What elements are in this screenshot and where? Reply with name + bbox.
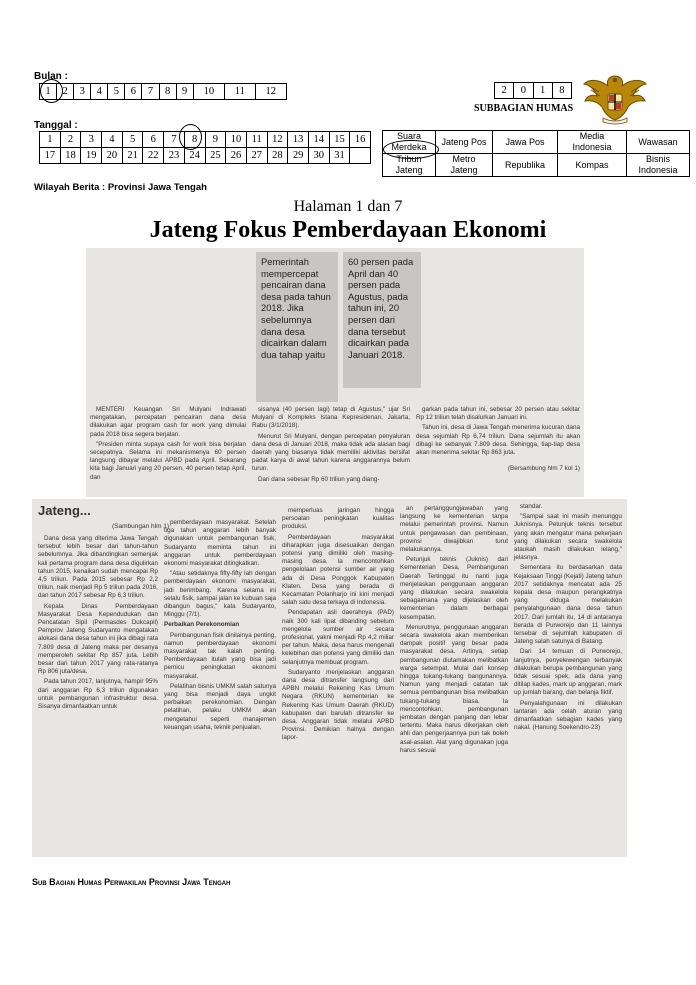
month-cell-6: 6	[125, 84, 142, 100]
date-cell-8: 8	[184, 132, 205, 148]
month-cell-12: 12	[255, 84, 286, 100]
month-cell-5: 5	[108, 84, 125, 100]
continuation-from: (Sambungan hlm 1)	[112, 523, 170, 530]
body-col1: Dana desa yang diterima Jawa Tengah tersebut lebih besar dari tahun-tahun sebelumnya. Jika dibandingkan semenjak kali pertama program dana desa digulirkan tahun 2015, kenaikan sudah mencapai Rp 4,5 triliun. Pada 2015 sebesar Rp 2,2 triliun, naik menjadi Rp 5 triliun pada 2016, dan tahun 2017 sebesar Rp 6,3 triliun. Kepala Dinas Pemberdayaan Masyarakat Desa Kependudukan dan Pencatatan Sipil (Permasdes Dukcapil) Pemprov Jateng Sudaryanto mengatakan alokasi dana desa tahun ini jika dibagi rata 7.809 desa di Jateng maka per desanya memperoleh sekitar Rp 857 juta. Lebih besar dari tahun 2017 yang rata-ratanya Rp 806 juta/desa. Pada tahun 2017, lanjutnya, hampir 95% dari anggaran Rp 6,3 triliun digunakan untuk pembangunan infrastruktur desa. Sisanya dimanfaatkan untuk	[38, 535, 158, 711]
article-clipping-bottom	[32, 499, 627, 857]
date-circle	[179, 124, 202, 150]
department-label: SUBBAGIAN HUMAS	[474, 103, 574, 114]
date-cell-1: 1	[40, 132, 61, 148]
highlight-right: 60 persen pada April dan 40 persen pada Agustus, pada tahun ini, 20 persen dari dana tersebut dicairkan pada Januari 2018.	[343, 252, 421, 388]
month-cell-7: 7	[142, 84, 159, 100]
media-cell-Tribun Jateng: Tribun Jateng	[383, 154, 436, 177]
date-cell-31: 31	[329, 148, 350, 164]
month-cell-11: 11	[225, 84, 255, 100]
month-cell-1: 1	[40, 84, 57, 100]
body-col3: memperluas jaringan hingga persoalan peningkatan kualitas produksi. Pemberdayaan masyarakat diharapkan juga disesuaikan dengan potensi yang dimiliki oleh masing-masing desa. Ia mencontohkan pengelolaan potensi sumber air yang ada di Desa Ponggok Kabupaten Klaten. Desa yang berada di Kecamatan Polanharjo ini kini menjadi salah satu desa terkaya di Indonesia. Pendapatan asli daerahnya (PAD) naik 300 kali lipat dibanding sebelum mengelola sumber air secara profesional, yakni menjadi Rp 4,2 miliar per tahun. Maka, desa harus mengenali kelebihan dan potensi yang dimiliki dan selanjutnya membuat program. Sudaryanto menjelaskan anggaran dana desa ditransfer langsung dari APBN melalui Rekening Kas Umum Negara (RKUN) kementerian ke Rekening Kas Umum Daerah (RKUD) kabupaten dan barulah ditransfer ke desa. Anggaran tidak melalui APBD Provinsi. Demikian halnya dengan lapor-	[282, 507, 394, 742]
date-cell-28: 28	[267, 148, 288, 164]
body-col2: pemberdayaan masyarakat. Setelah tiga tahun anggaran lebih banyak digunakan untuk pembangunan fisik, Sudaryanto meminta tahun ini anggaran untuk pemberdayaan ekonomi masyarakat ditingkatkan. "Atau setidaknya fifty-fifty lah dengan pemberdayaan ekonomi masyarakat, jadi berimbang. Karena selama ini selalu fisik, sampai jalan ke kubuan saja dibangun bagus," kata Sudaryanto, Minggu (7/1). Perbaikan Perekonomian Pembangunan fisik dinilainya penting, namun pemberdayaan ekonomi masyarakat tak kalah penting. Pemberdayaan itulah yang bisa jadi pemicu peningkatan ekonomi masyarakat. Pelatihan bisnis UMKM salah satunya yang bisa menjadi daya ungkit perbaikan perekonomian. Dengan pelatihan, pelaku UMKM akan mengetahui seperti manajemen keuangan usaha, teknik penjualan,	[164, 519, 276, 731]
media-cell-Metro Jateng: Metro Jateng	[436, 154, 493, 177]
bulan-label: Bulan :	[34, 71, 68, 82]
month-cell-8: 8	[159, 84, 176, 100]
date-cell-blank	[350, 148, 371, 164]
date-cell-23: 23	[164, 148, 185, 164]
highlight-left: Pemerintah mempercepat pencairan dana desa pada tahun 2018. Jika sebelumnya dana desa dicairkan dalam dua tahap yaitu	[256, 252, 338, 402]
footer-text: Sub Bagian Humas Perwakilan Provinsi Jawa Tengah	[32, 877, 231, 887]
month-cell-3: 3	[74, 84, 91, 100]
date-cell-6: 6	[143, 132, 164, 148]
date-cell-20: 20	[102, 148, 123, 164]
date-cell-7: 7	[164, 132, 185, 148]
date-cell-14: 14	[308, 132, 329, 148]
month-circle	[40, 79, 63, 103]
year-digit-2: 2	[495, 83, 514, 99]
media-cell-Republika: Republika	[493, 154, 558, 177]
date-cell-16: 16	[350, 132, 371, 148]
date-cell-3: 3	[81, 132, 102, 148]
date-cell-11: 11	[246, 132, 267, 148]
media-cell-Suara Merdeka: Suara Merdeka	[383, 131, 436, 154]
date-cell-21: 21	[122, 148, 143, 164]
month-cell-9: 9	[176, 84, 193, 100]
date-cell-15: 15	[329, 132, 350, 148]
date-cell-30: 30	[308, 148, 329, 164]
wilayah-label: Wilayah Berita : Provinsi Jawa Tengah	[34, 182, 207, 193]
date-cell-26: 26	[226, 148, 247, 164]
year-grid	[494, 82, 572, 99]
date-cell-13: 13	[288, 132, 309, 148]
page-reference: Halaman 1 dan 7	[293, 198, 403, 215]
date-cell-18: 18	[60, 148, 81, 164]
date-cell-5: 5	[122, 132, 143, 148]
date-cell-12: 12	[267, 132, 288, 148]
date-cell-27: 27	[246, 148, 267, 164]
article-clipping-top	[86, 248, 584, 497]
date-cell-22: 22	[143, 148, 164, 164]
tanggal-label: Tanggal :	[34, 120, 78, 131]
date-cell-17: 17	[40, 148, 61, 164]
year-digit-1: 1	[533, 83, 552, 99]
media-cell-Jateng Pos: Jateng Pos	[436, 131, 493, 154]
continuation-title: Jateng...	[38, 503, 91, 518]
media-circle	[383, 140, 439, 159]
year-digit-8: 8	[552, 83, 571, 99]
lead-col3: garkan pada tahun ini, sebesar 20 persen atau sekitar Rp 12 triliun telah disalurkan Januari ini. Tahun ini, desa di Jawa Tengah menerima kucuran dana desa sejumlah Rp 6,74 triliun. Dana sejumlah itu akan dibagi ke sebanyak 7.809 desa. Sehingga, tiap-tiap desa akan menerima sekitar Rp 863 juta. (Bersambung hlm 7 kol 1)	[416, 406, 580, 473]
subhead: Perbaikan Perekonomian	[164, 621, 240, 629]
lead-col1: MENTERI Keuangan Sri Mulyani Indrawati mengatakan, percepatan pencairan dana desa dilakukan agar program cash for work yang dimulai pada 2018 bisa segera berjalan. "Presiden minta supaya cash for work bisa berjalan secepatnya. Selama ini mekanismenya 60 persen langsung dibayar melalui APBD pada April. Sekarang kita bagi Januari yang 20 persen, 40 persen tetap April, dan	[90, 406, 246, 481]
date-cell-4: 4	[102, 132, 123, 148]
date-cell-9: 9	[205, 132, 226, 148]
date-cell-19: 19	[81, 148, 102, 164]
media-cell-Kompas: Kompas	[558, 154, 627, 177]
year-digit-0: 0	[514, 83, 533, 99]
date-cell-24: 24	[184, 148, 205, 164]
date-cell-29: 29	[288, 148, 309, 164]
month-cell-2: 2	[57, 84, 74, 100]
media-cell-Jawa Pos: Jawa Pos	[493, 131, 558, 154]
date-cell-25: 25	[205, 148, 226, 164]
body-col4: an pertanggungjawaban yang langsung ke kementerian tanpa melalui pemerintah provinsi. Namun untuk pengawasan dan pembinaan, provinsi diwajibkan turut melakukannya. Petunjuk teknis (Juknis) dari Kementerian Desa, Pembangunan Daerah Tertinggal itu nanti juga menjelaskan penggunaan anggaran yang dilakukan secara swakelola sebagaimana yang dijelaskan oleh kementerian dalam berbagai kesempatan. Menurutnya, penggunaan anggaran secara swakelola akan memberikan dampak positif yang besar pada masyarakat desa. Artinya, setiap pembangunan diutamakan melibatkan warga setempat. Mulai dari konsep hingga tukang-tukang bangunannya. Namun yang menjadi catatan tak semua pembangunan bisa melibatkan tukang-tukang biasa. Ia mencontohkan, pembangunan jembatan dengan panjang dan lebar tertentu. Maka harus dikerjakan oleh ahli dan pengerjaannya pun tak boleh asal-asalan. Alat yang digunakan juga harus sesuai	[400, 505, 508, 754]
date-cell-10: 10	[226, 132, 247, 148]
media-cell-Bisnis Indonesia: Bisnis Indonesia	[627, 154, 690, 177]
body-col5: standar. "Sampai saat ini masih menunggu Juknisnya. Petunjuk teknis tersebut yang akan mengatur mana pekerjaan yang dilakukan secara swakelola ataukah masih dilakukan lelang," jelasnya. Sementara itu berdasarkan data Kejaksaan Tinggi (Kejati) Jateng tahun 2017 setidaknya mencatat ada 25 kepala desa maupun perangkatnya yang diduga melakukan penyalahgunaan dana desa tahun 2017. Dari jumlah itu, 14 di antaranya berada di Purworejo dan 11 lainnya tersebar di sejumlah kabupaten di Jateng salah satunya di Batang. Dari 14 temuan di Purworejo, lanjutnya, penyelewengan terbanyak dilakukan berupa pembangunan yang tidak sesuai spek, ada dana yang ditilap kades, mark up anggaran, mark up jumlah barang, dan belanja fiktif. Penyalahgunaan ini dilakukan lantaran ada celah aturan yang dimanfaatkan sebagian kades yang nakal. (Hanung Soekendro-23)	[514, 503, 622, 732]
date-cell-2: 2	[60, 132, 81, 148]
headline: Jateng Fokus Pemberdayaan Ekonomi	[149, 217, 547, 243]
date-grid	[39, 131, 371, 164]
month-cell-4: 4	[91, 84, 108, 100]
garuda-emblem-icon	[581, 70, 649, 126]
month-cell-10: 10	[193, 84, 224, 100]
month-grid	[39, 83, 287, 100]
lead-col2: sisanya (40 persen lagi) tetap di Agustus," ujar Sri Mulyani di Kompleks Istana Kepresidenan, Jakarta, Rabu (3/1/2018). Menurut Sri Mulyani, dengan percepatan penyaluran dana desa di Januari 2018, maka tidak ada alasan bagi daerah yang biasanya tidak memiliki aktivitas bersifat padat karya di awal tahun karena anggarannya belum turun. Dari dana sebesar Rp 60 triliun yang diang-	[252, 406, 410, 483]
media-cell-Wawasan: Wawasan	[627, 131, 690, 154]
media-cell-Media Indonesia: Media Indonesia	[558, 131, 627, 154]
